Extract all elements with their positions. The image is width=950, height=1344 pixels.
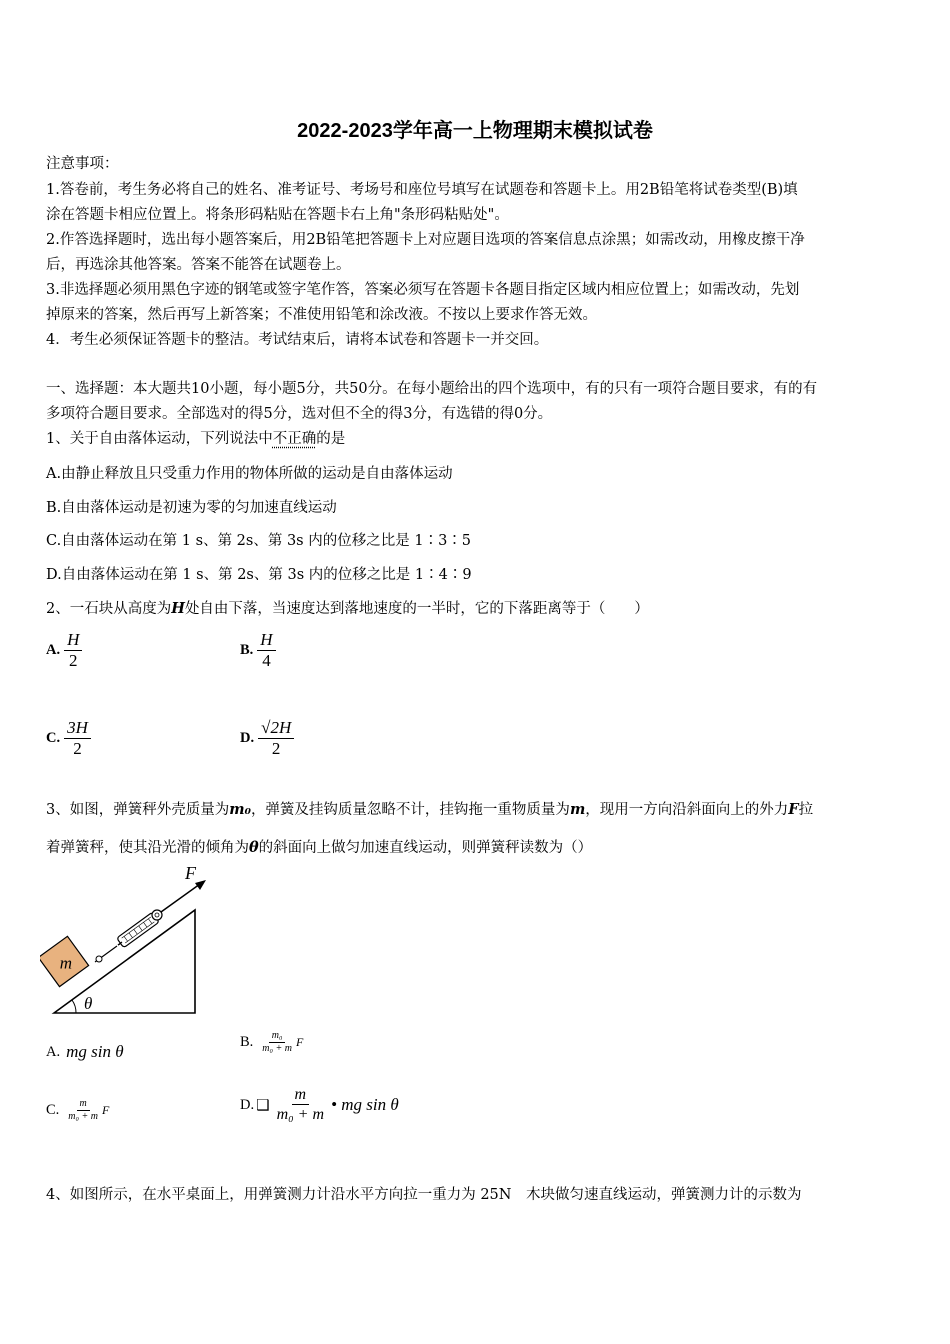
q1-option-c: C.自由落体运动在第 1 s、第 2s、第 3s 内的位移之比是 1∶3∶5	[46, 533, 472, 549]
notice-line: 2.作答选择题时，选出每小题答案后，用2B铅笔把答题卡上对应题目选项的答案信息点涂黑；如需改动，用橡皮擦干净	[46, 232, 805, 248]
q3-stem-line1: 3、如图，弹簧秤外壳质量为m₀，弹簧及挂钩质量忽略不计，挂钩拖一重物质量为m，现用一方向沿斜面向上的外力F拉	[46, 801, 814, 818]
q3-option-a: A. mg sin θ	[46, 1042, 124, 1061]
force-arrowhead	[195, 880, 206, 890]
notice-heading: 注意事项：	[46, 156, 119, 172]
angle-label: θ	[84, 994, 93, 1013]
q3-stem-line2: 着弹簧秤，使其沿光滑的倾角为θ的斜面向上做匀加速直线运动，则弹簧秤读数为（）	[46, 839, 593, 856]
q3-option-d: D. ❑ $\frac{m}{\text{m₀ + m}}$ • mg sin θ	[240, 1086, 399, 1124]
section-intro: 多项符合题目要求。全部选对的得5分，选对但不全的得3分，有选错的得0分。	[46, 406, 553, 422]
block-label: m	[59, 953, 72, 973]
section-intro: 一、选择题：本大题共10小题，每小题5分，共50分。在每小题给出的四个选项中，有的只有一项符合题目要求，有的有	[46, 381, 818, 397]
notice-line: 掉原来的答案，然后再写上新答案；不准使用铅笔和涂改液。不按以上要求作答无效。	[46, 307, 597, 323]
hook-ring	[96, 956, 102, 962]
notice-line: 1.答卷前，考生务必将自己的姓名、准考证号、考场号和座位号填写在试题卷和答题卡上。用2B铅笔将试卷类型(B)填	[46, 182, 798, 198]
q2-option-a: A. $\frac{H}{2}$	[46, 630, 82, 671]
q2-option-b: B. $\frac{H}{4}$	[240, 630, 276, 671]
notice-line: 后，再选涂其他答案。答案不能答在试题卷上。	[46, 257, 351, 273]
notice-line: 涂在答题卡相应位置上。将条形码粘贴在答题卡右上角"条形码粘贴处"。	[46, 207, 509, 223]
q2-option-c: C. $\frac{3H}{2}$	[46, 718, 91, 759]
q2-option-d: D. $\frac{√2H}{2}$	[240, 718, 294, 759]
q3-option-b: B. $\frac{\text{m₀}}{\text{m₀ + m}}$ F	[240, 1030, 304, 1054]
q1-option-d: D.自由落体运动在第 1 s、第 2s、第 3s 内的位移之比是 1∶4∶9	[46, 567, 472, 583]
q1-emphasis: 不正确	[272, 431, 317, 447]
block-m	[40, 936, 89, 986]
incline-figure	[40, 862, 220, 1022]
page-title: 2022-2023学年高一上物理期末模拟试卷	[297, 120, 653, 142]
q1-option-a: A.由静止释放且只受重力作用的物体所做的运动是自由落体运动	[46, 466, 453, 482]
force-label: F	[185, 863, 196, 883]
notice-line: 4．考生必须保证答题卡的整洁。考试结束后，请将本试卷和答题卡一并交回。	[46, 332, 549, 348]
q4-stem: 4、如图所示，在水平桌面上，用弹簧测力计沿水平方向拉一重力为 25N 木块做匀速直线运动，弹簧测力计的示数为	[46, 1187, 802, 1203]
q2-stem: 2、一石块从高度为H处自由下落，当速度达到落地速度的一半时，它的下落距离等于（ ）	[46, 600, 649, 617]
q1-stem: 1、关于自由落体运动，下列说法中不正确的是	[46, 431, 346, 447]
q1-option-b: B.自由落体运动是初速为零的匀加速直线运动	[46, 500, 337, 516]
notice-line: 3.非选择题必须用黑色字迹的钢笔或签字笔作答，答案必须写在答题卡各题目指定区域内相应位置上；如需改动，先划	[46, 282, 800, 298]
q3-option-c: C. $\frac{m}{\text{m₀ + m}}$ F	[46, 1098, 110, 1122]
force-arrow	[161, 884, 200, 912]
angle-arc	[72, 1000, 76, 1013]
